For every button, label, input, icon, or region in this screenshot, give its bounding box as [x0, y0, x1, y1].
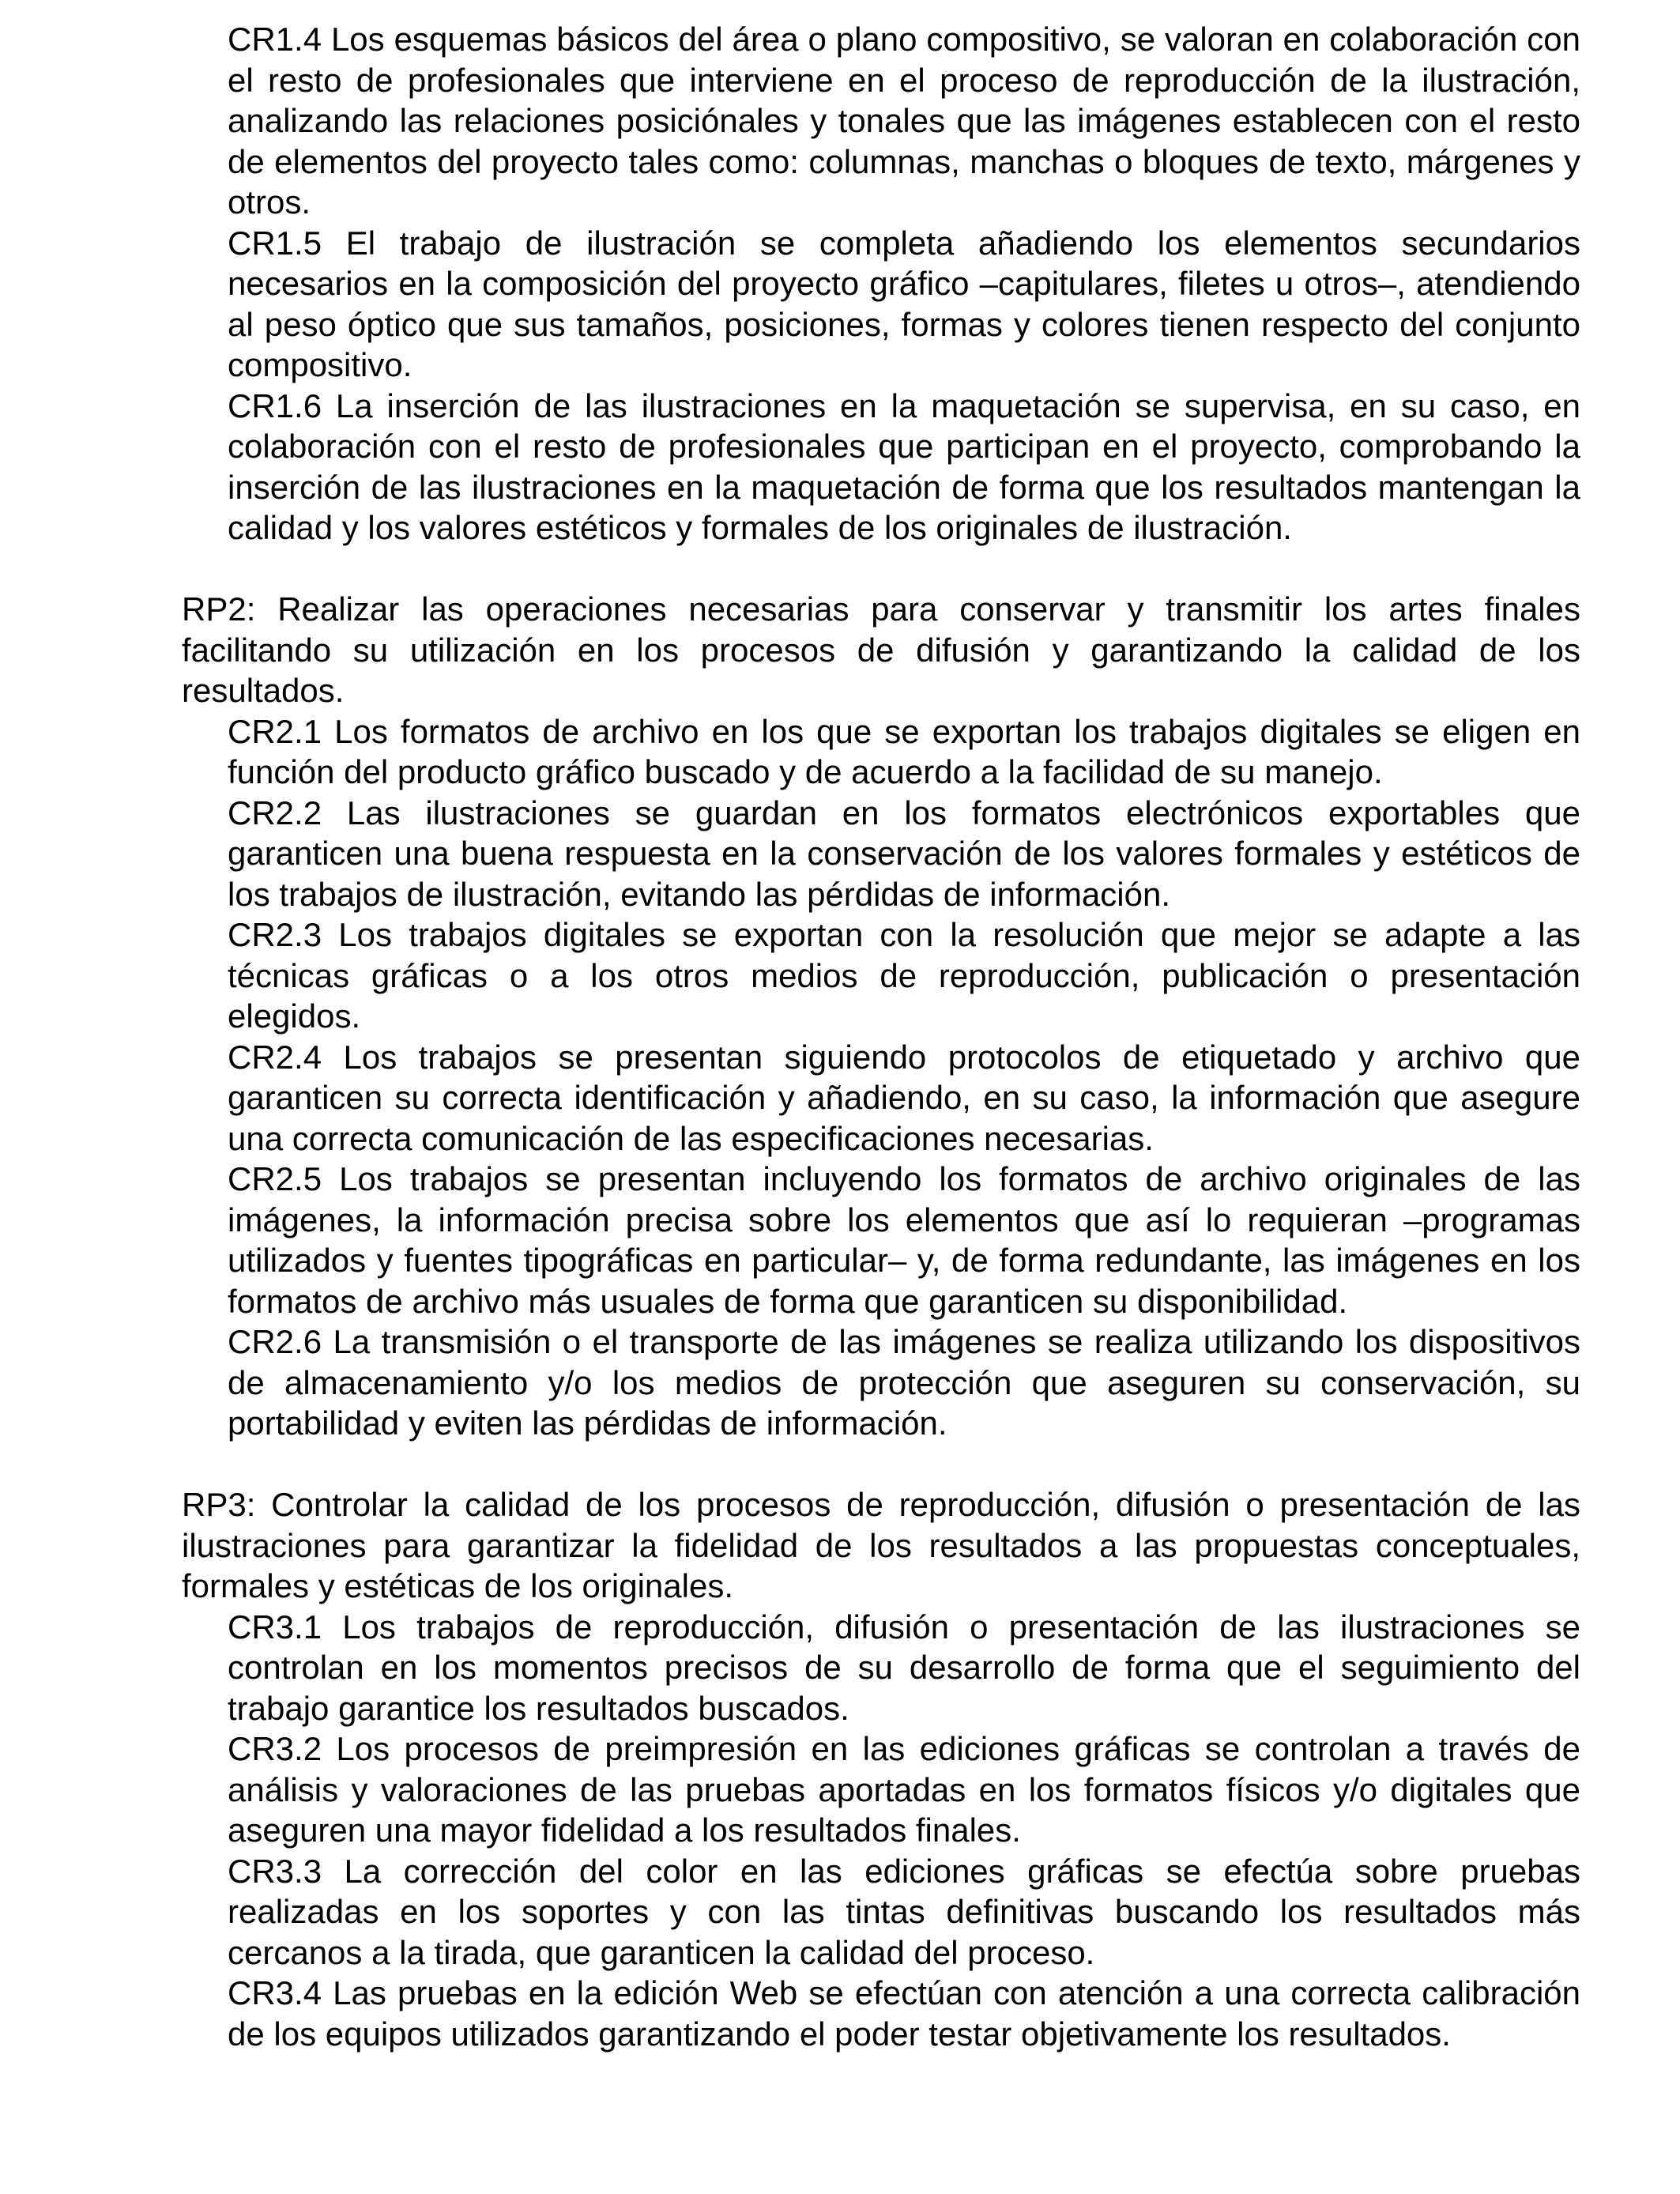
criterion-cr2-4: CR2.4 Los trabajos se presentan siguiendo protocolos de etiquetado y archivo que garanticen su correcta identificación y añadiendo, en su caso, la información que asegure una correcta comunicación de las especificaciones necesarias. — [228, 1038, 1580, 1157]
criterion-cr1-5: CR1.5 El trabajo de ilustración se completa añadiendo los elementos secundarios necesarios en la composición del proyecto gráfico –capitulares, filetes u otros–, atendiendo al peso óptico que sus tamaños, posiciones, formas y colores tienen respecto del conjunto compositivo. — [228, 224, 1580, 383]
criterion-cr2-3: CR2.3 Los trabajos digitales se exportan con la resolución que mejor se adapte a las técnicas gráficas o a los otros medios de reproducción, publicación o presentación elegidos. — [228, 916, 1580, 1035]
criterion-cr1-4: CR1.4 Los esquemas básicos del área o plano compositivo, se valoran en colaboración con el resto de profesionales que interviene en el proceso de reproducción de la ilustración, analizando las relaciones posiciónales y tonales que las imágenes establecen con el resto de elementos del proyecto tales como: columnas, manchas o bloques de texto, márgenes y otros. — [228, 21, 1580, 221]
criterion-cr3-3: CR3.3 La corrección del color en las ediciones gráficas se efectúa sobre pruebas realizadas en los soportes y con las tintas definitivas buscando los resultados más cercanos a la tirada, que garanticen la calidad del proceso. — [228, 1852, 1580, 1971]
criterion-cr3-2: CR3.2 Los procesos de preimpresión en las ediciones gráficas se controlan a través de análisis y valoraciones de las pruebas aportadas en los formatos físicos y/o digitales que aseguren una mayor fidelidad a los resultados finales. — [228, 1730, 1580, 1849]
criterion-cr2-1: CR2.1 Los formatos de archivo en los que se exportan los trabajos digitales se eligen en función del producto gráfico buscado y de acuerdo a la facilidad de su manejo. — [228, 712, 1580, 790]
criterion-cr2-6: CR2.6 La transmisión o el transporte de las imágenes se realiza utilizando los dispositivos de almacenamiento y/o los medios de protección que aseguren su conservación, su portabilidad y eviten las pérdidas de información. — [228, 1323, 1580, 1442]
criterion-cr2-2: CR2.2 Las ilustraciones se guardan en los formatos electrónicos exportables que garanticen una buena respuesta en la conservación de los valores formales y estéticos de los trabajos de ilustración, evitando las pérdidas de información. — [228, 794, 1580, 913]
document-body — [182, 19, 1580, 2054]
criterion-cr3-1: CR3.1 Los trabajos de reproducción, difusión o presentación de las ilustraciones se controlan en los momentos precisos de su desarrollo de forma que el seguimiento del trabajo garantice los resultados buscados. — [228, 1608, 1580, 1727]
heading-rp2: RP2: Realizar las operaciones necesarias para conservar y transmitir los artes finales facilitando su utilización en los procesos de difusión y garantizando la calidad de los resultados. — [182, 590, 1580, 709]
criterion-cr2-5: CR2.5 Los trabajos se presentan incluyendo los formatos de archivo originales de las imágenes, la información precisa sobre los elementos que así lo requieran –programas utilizados y fuentes tipográficas en particular– y, de forma redundante, las imágenes en los formatos de archivo más usuales de forma que garanticen su disponibilidad. — [228, 1160, 1580, 1320]
criterion-cr1-6: CR1.6 La inserción de las ilustraciones en la maquetación se supervisa, en su caso, en colaboración con el resto de profesionales que participan en el proyecto, comprobando la inserción de las ilustraciones en la maquetación de forma que los resultados mantengan la calidad y los valores estéticos y formales de los originales de ilustración. — [228, 386, 1580, 546]
heading-rp3: RP3: Controlar la calidad de los procesos de reproducción, difusión o presentación de las ilustraciones para garantizar la fidelidad de los resultados a las propuestas conceptuales, formales y estéticas de los originales. — [182, 1486, 1580, 1604]
criterion-cr3-4: CR3.4 Las pruebas en la edición Web se efectúan con atención a una correcta calibración de los equipos utilizados garantizando el poder testar objetivamente los resultados. — [228, 1974, 1580, 2053]
